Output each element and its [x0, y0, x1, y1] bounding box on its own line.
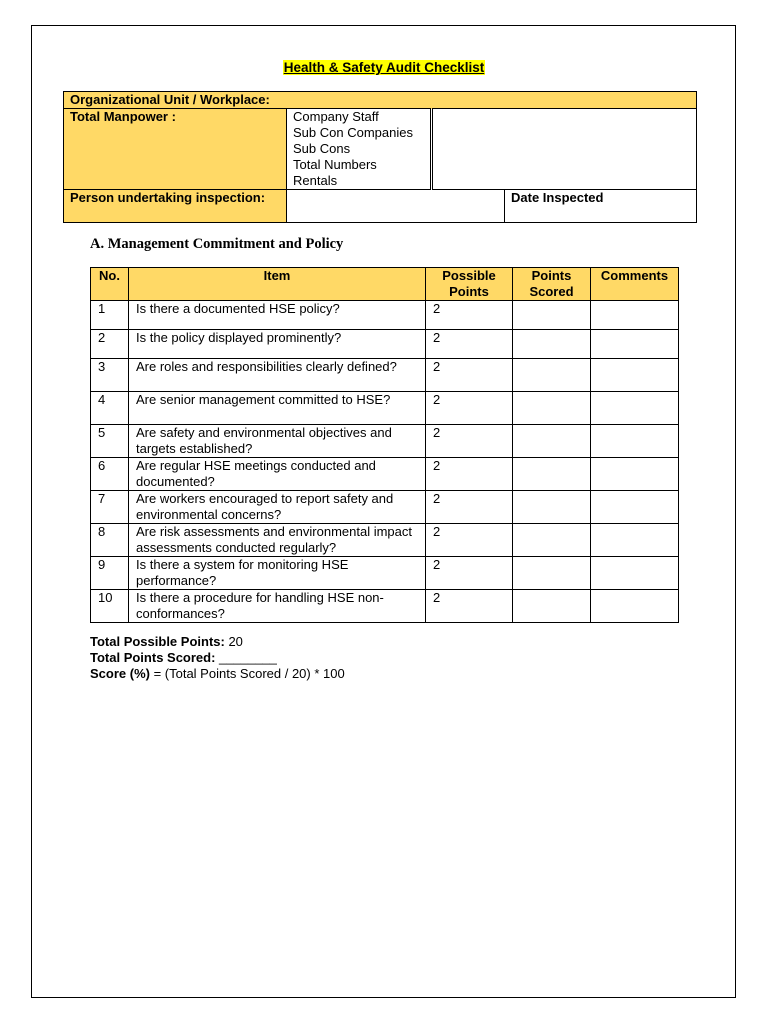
totals-block [90, 634, 345, 682]
person-undertaking-field[interactable] [287, 190, 505, 223]
column-header-comments: Comments [591, 268, 679, 301]
row-comments[interactable] [591, 590, 679, 623]
row-number: 2 [91, 330, 129, 359]
row-possible-points: 2 [426, 524, 513, 557]
row-possible-points: 2 [426, 491, 513, 524]
row-item: Are workers encouraged to report safety and environmental concerns? [129, 491, 426, 524]
row-number: 5 [91, 425, 129, 458]
manpower-item: Company Staff [293, 109, 379, 124]
row-number: 4 [91, 392, 129, 425]
total-scored-value: ________ [215, 650, 277, 665]
table-row [91, 330, 679, 359]
row-item: Are safety and environmental objectives and targets established? [129, 425, 426, 458]
row-points-scored[interactable] [513, 330, 591, 359]
total-possible-value: 20 [224, 634, 243, 649]
row-item: Are risk assessments and environmental impact assessments conducted regularly? [129, 524, 426, 557]
manpower-item: Rentals [293, 173, 338, 188]
row-item: Is there a system for monitoring HSE performance? [129, 557, 426, 590]
table-row [91, 491, 679, 524]
row-item: Is the policy displayed prominently? [129, 330, 426, 359]
table-row [91, 458, 679, 491]
column-header-no: No. [91, 268, 129, 301]
audit-checklist-table [90, 267, 679, 623]
table-row [91, 590, 679, 623]
row-number: 8 [91, 524, 129, 557]
table-row [91, 425, 679, 458]
column-header-points-scored: Points Scored [513, 268, 591, 301]
row-possible-points: 2 [426, 458, 513, 491]
row-number: 7 [91, 491, 129, 524]
row-number: 3 [91, 359, 129, 392]
row-points-scored[interactable] [513, 590, 591, 623]
row-item: Is there a documented HSE policy? [129, 301, 426, 330]
table-row [91, 557, 679, 590]
date-inspected-label: Date Inspected [505, 190, 697, 223]
row-points-scored[interactable] [513, 301, 591, 330]
table-row [91, 359, 679, 392]
row-points-scored[interactable] [513, 359, 591, 392]
manpower-item: Sub Cons [293, 141, 351, 156]
row-number: 10 [91, 590, 129, 623]
score-formula: = (Total Points Scored / 20) * 100 [149, 666, 345, 681]
table-header-row [91, 268, 679, 301]
info-table [63, 91, 697, 223]
row-possible-points: 2 [426, 330, 513, 359]
row-points-scored[interactable] [513, 491, 591, 524]
table-row [91, 301, 679, 330]
manpower-list [287, 109, 432, 190]
score-label: Score (%) [90, 666, 150, 681]
row-number: 6 [91, 458, 129, 491]
document-title: Health & Safety Audit Checklist [283, 60, 485, 75]
row-points-scored[interactable] [513, 524, 591, 557]
row-points-scored[interactable] [513, 458, 591, 491]
row-comments[interactable] [591, 524, 679, 557]
row-item: Are senior management committed to HSE? [129, 392, 426, 425]
row-points-scored[interactable] [513, 392, 591, 425]
org-unit-label: Organizational Unit / Workplace: [64, 92, 697, 109]
row-possible-points: 2 [426, 392, 513, 425]
manpower-label: Total Manpower : [64, 109, 287, 190]
column-header-item: Item [129, 268, 426, 301]
row-comments[interactable] [591, 491, 679, 524]
row-item: Are regular HSE meetings conducted and documented? [129, 458, 426, 491]
row-item: Are roles and responsibilities clearly defined? [129, 359, 426, 392]
section-heading: A. Management Commitment and Policy [90, 236, 344, 252]
person-undertaking-label: Person undertaking inspection: [64, 190, 287, 223]
row-comments[interactable] [591, 458, 679, 491]
column-header-possible-points: Possible Points [426, 268, 513, 301]
manpower-item: Sub Con Companies [293, 125, 413, 140]
manpower-item: Total Numbers [293, 157, 377, 172]
row-points-scored[interactable] [513, 557, 591, 590]
row-comments[interactable] [591, 301, 679, 330]
row-possible-points: 2 [426, 425, 513, 458]
total-scored-label: Total Points Scored: [90, 650, 216, 665]
table-row [91, 392, 679, 425]
row-comments[interactable] [591, 330, 679, 359]
row-comments[interactable] [591, 557, 679, 590]
row-points-scored[interactable] [513, 425, 591, 458]
row-number: 1 [91, 301, 129, 330]
score-percent [90, 666, 345, 682]
total-possible-points [90, 634, 345, 650]
row-comments[interactable] [591, 392, 679, 425]
row-possible-points: 2 [426, 301, 513, 330]
row-comments[interactable] [591, 359, 679, 392]
row-possible-points: 2 [426, 557, 513, 590]
row-possible-points: 2 [426, 590, 513, 623]
table-row [91, 524, 679, 557]
total-possible-label: Total Possible Points: [90, 634, 225, 649]
row-item: Is there a procedure for handling HSE non-conformances? [129, 590, 426, 623]
manpower-values-cell[interactable] [432, 109, 697, 190]
row-number: 9 [91, 557, 129, 590]
row-comments[interactable] [591, 425, 679, 458]
row-possible-points: 2 [426, 359, 513, 392]
total-points-scored [90, 650, 345, 666]
